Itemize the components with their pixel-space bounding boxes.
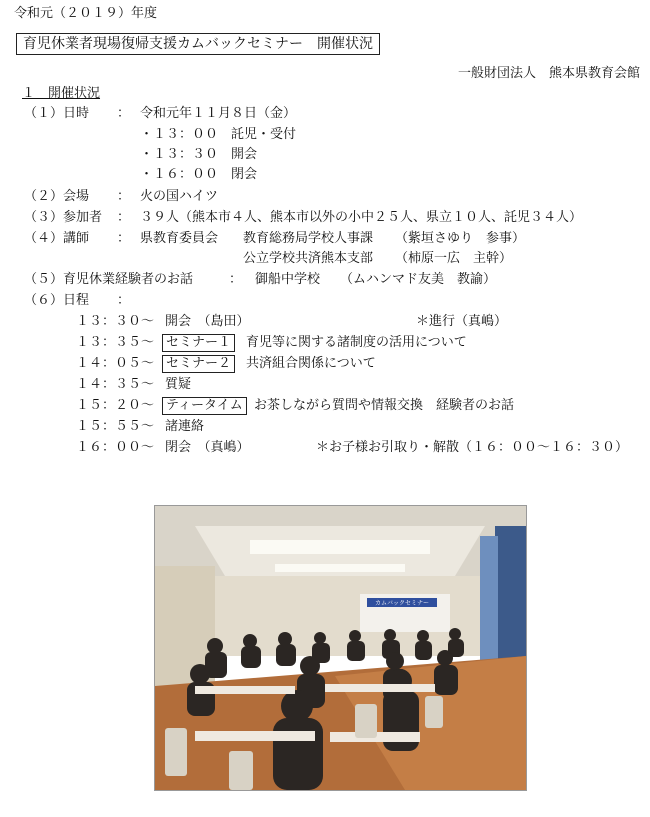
schedule-colon: ： <box>117 293 131 308</box>
schedule-time: １３：３０～ <box>76 314 155 329</box>
venue-value: 火の国ハイツ <box>140 189 219 204</box>
seminar-1-tag: セミナー１ <box>162 334 235 352</box>
schedule-time: １５：５５～ <box>76 419 155 434</box>
experience-colon: ： <box>229 272 243 287</box>
date-colon: ： <box>117 106 131 121</box>
time-opening: ・１３：３０ 開会 <box>140 147 258 162</box>
venue-colon: ： <box>117 189 131 204</box>
experience-school: 御船中学校 <box>255 272 321 287</box>
time-reception: ・１３：００ 託児・受付 <box>140 127 297 142</box>
schedule-text: 共済組合関係について <box>246 356 376 371</box>
stage-banner: カムバックセミナー <box>374 600 430 607</box>
participants-value: ３９人（熊本市４人、熊本市以外の小中２５人、県立１０人、託児３４人） <box>140 210 583 225</box>
document-title: 育児休業者現場復帰支援カムバックセミナー 開催状況 <box>16 33 380 55</box>
experience-label: （５）育児休業経験者のお話 <box>24 272 194 287</box>
schedule-time: １４：０５～ <box>76 356 155 371</box>
schedule-text: 育児等に関する諸制度の活用について <box>246 335 467 350</box>
time-closing: ・１６：００ 閉会 <box>140 167 258 182</box>
participants-colon: ： <box>117 210 131 225</box>
lecturer-colon: ： <box>117 231 131 246</box>
schedule-time: １５：２０～ <box>76 398 155 413</box>
lecturer-person-2: （柿原一広 主幹） <box>395 251 513 266</box>
schedule-text: 閉会 （真嶋） <box>165 440 250 455</box>
schedule-text: 質疑 <box>165 377 192 392</box>
schedule-text: 諸連絡 <box>165 419 205 434</box>
lecturer-dept-1: 教育総務局学校人事課 <box>243 231 374 246</box>
schedule-time: １４：３５～ <box>76 377 155 392</box>
seminar-2-tag: セミナー２ <box>162 355 235 373</box>
seminar-photo <box>154 505 527 791</box>
lecturer-dept-2: 公立学校共済熊本支部 <box>243 251 374 266</box>
tea-time-tag: ティータイム <box>162 397 247 415</box>
participants-label: （３）参加者 <box>24 210 103 225</box>
schedule-text: 開会 （島田） <box>165 314 250 329</box>
section-heading: １ 開催状況 <box>22 86 101 101</box>
schedule-note: ＊進行（真嶋） <box>416 314 508 329</box>
lecturer-label: （４）講師 <box>24 231 90 246</box>
lecturer-person-1: （紫垣さゆり 参事） <box>395 231 526 246</box>
schedule-text: お茶しながら質問や情報交換 経験者のお話 <box>254 398 515 413</box>
schedule-label: （６）日程 <box>24 293 90 308</box>
schedule-time: １６：００～ <box>76 440 155 455</box>
date-value: 令和元年１１月８日（金） <box>140 106 297 121</box>
date-label: （１）日時 <box>24 106 90 121</box>
lecturer-org: 県教育委員会 <box>140 231 219 246</box>
schedule-time: １３：３５～ <box>76 335 155 350</box>
schedule-note: ＊お子様お引取り・解散（１６：００～１６：３０） <box>316 440 629 455</box>
organizer: 一般財団法人 熊本県教育会館 <box>458 66 641 81</box>
experience-person: （ムハンマド友美 教諭） <box>340 272 497 287</box>
venue-label: （２）会場 <box>24 189 90 204</box>
fiscal-year: 令和元（２０１９）年度 <box>14 6 158 21</box>
